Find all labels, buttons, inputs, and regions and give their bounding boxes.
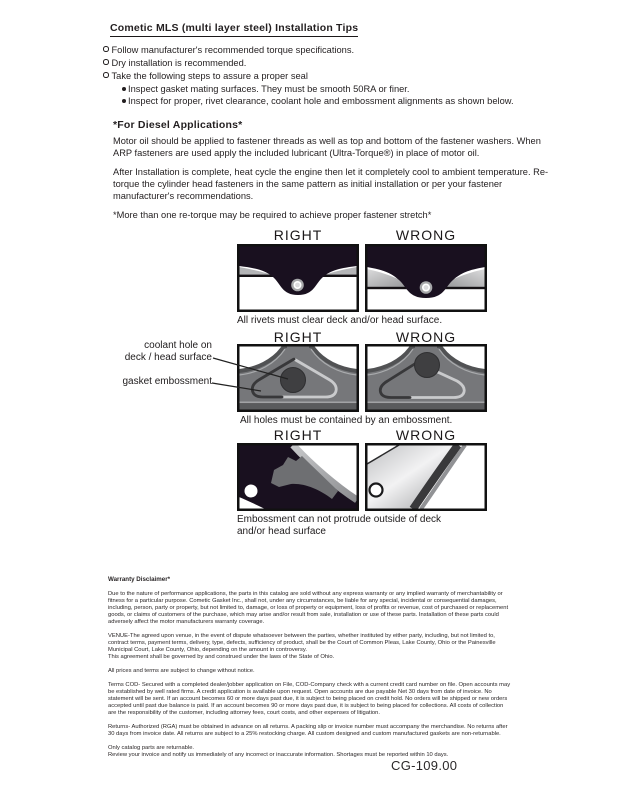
fig2-right-diagram [237,344,359,412]
warranty-paragraph: Terms COD- Secured with a completed dealer/jobber application on File, COD-Company check with a current credit card number on file. Open accounts may be established by well rated firms. A credit application is available upon request. Open accounts are due payable Net 30 days from date of invoice. No statement will be sent. If an account becomes 60 or more days past due, it is subject to being placed on credit hold. No orders will be shipped or new orders accepted until past due balance is paid. If an account becomes 90 or more days past due, it is subject to being placed for collections. All costs of collection are the responsibility of the customer, including attorney fees, court costs, and other expenses of litigation. [108,682,511,716]
page-title: Cometic MLS (multi layer steel) Installation Tips [110,22,358,37]
fig3-right-diagram [237,443,359,511]
fig2-wrong-label: WRONG [395,329,457,345]
fig3-caption [237,514,467,537]
bullet-text: Dry installation is recommended. [111,58,247,68]
retorque-note: *More than one re-torque may be required to achieve proper fastener stretch* [113,210,432,220]
diesel-paragraph-1: Motor oil should be applied to fastener threads as well as top and bottom of the fastener washers. When ARP fasteners are used apply the included lubricant (Ultra-Torque®) in place of motor oil. [113,136,541,158]
sub-bullet-item [122,83,409,96]
warranty-paragraph: Due to the nature of performance applications, the parts in this catalog are sold without any express warranty or any implied warranty of merchantability or fitness for a particular purpose. Cometic Gasket Inc., shall not, under any circumstances, be liable for any special, incidental or consequential damages, including, person, party or property, but not limited to, damage, or loss of property or equipment, loss of profits or revenue, cost of purchased or replacement goods, or claims of customers of the purchase, which may arise and/or result from sale, installation or use of these parts. Installation of these parts could adversely affect the motor manufacturers warranty coverage. [108,591,509,625]
fig3-wrong-diagram [365,443,487,511]
warranty-paragraph: All prices and terms are subject to change without notice. [108,668,255,674]
warranty-disclaimer-section [108,576,512,766]
fig1-wrong-diagram [365,244,487,312]
fig2-right-label: RIGHT [273,329,323,345]
warranty-paragraph: Only catalog parts are returnable. [108,745,195,751]
sub-bullet-item [122,95,514,108]
fig2-caption: All holes must be contained by an embossment. [240,415,453,426]
fig3-wrong-label: WRONG [395,427,457,443]
callout-coolant-line1: coolant hole on [144,340,212,351]
callout-coolant-hole-label [100,340,212,364]
warranty-heading: Warranty Disclaimer* [108,576,171,583]
fig3-right-label: RIGHT [273,427,323,443]
bullet-item [103,44,354,57]
warranty-paragraph: Review your invoice and notify us immediately of any incorrect or inaccurate information. Shortages must be reported within 10 days. [108,752,449,758]
warranty-paragraph: Returns- Authorized (RGA) must be obtained in advance on all returns. A packing slip or invoice number must accompany the merchandise. No returns after 30 days from invoice date. All returns are subject to a 25% restocking charge. All custom designed and custom manufactured gaskets are non-returnable. [108,724,508,737]
bullet-text: Take the following steps to assure a proper seal [111,71,308,81]
circle-bullet-marker [103,46,109,52]
bullet-item [103,57,246,70]
fig3-caption-line2: and/or head surface [237,525,326,537]
fig1-caption: All rivets must clear deck and/or head surface. [237,315,443,326]
sub-bullet-text: Inspect for proper, rivet clearance, coolant hole and embossment alignments as shown below. [128,96,514,106]
callout-gasket-embossment-label: gasket embossment [122,376,212,387]
bullet-text: Follow manufacturer's recommended torque specifications. [111,45,355,55]
fig1-right-diagram [237,244,359,312]
sub-bullet-text: Inspect gasket mating surfaces. They must be smooth 50RA or finer. [128,84,410,94]
fig1-wrong-label: WRONG [395,227,457,243]
footer-page-code: CG-109.00 [391,758,458,773]
circle-bullet-marker [103,72,109,78]
fig1-right-label: RIGHT [273,227,323,243]
fig3-caption-line1: Embossment can not protrude outside of deck [237,514,442,525]
dot-bullet-marker [122,99,126,103]
dot-bullet-marker [122,87,126,91]
warranty-paragraph: This agreement shall be governed by and construed under the laws of the State of Ohio. [108,654,335,660]
diesel-paragraph-2: After Installation is complete, heat cycle the engine then let it completely cool to ambient temperature. Re-torque the cylinder head fasteners in the same pattern as initial installation or per your fastener manufacturer's recommendations. [113,167,549,201]
bullet-item [103,70,308,83]
callout-coolant-line2: deck / head surface [124,352,212,363]
diesel-heading: *For Diesel Applications* [113,119,243,131]
circle-bullet-marker [103,59,109,65]
fig2-wrong-diagram [365,344,487,412]
warranty-paragraph: VENUE-The agreed upon venue, in the event of dispute whatsoever between the parties, whether instituted by either party, including, but not limited to, contract terms, payment terms, delivery, type, defects, sufficiency of product, shall be the Court of Common Pleas, Lake County, Ohio or the Painesville Municipal Court, Lake County, Ohio, depending on the amount in controversy. [108,633,496,653]
